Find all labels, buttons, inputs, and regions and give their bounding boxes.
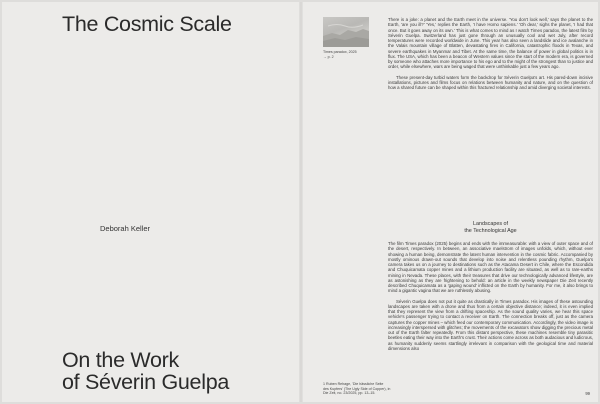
- footnote-line-2: des Kupfers' (The Ugly Side of Copper), in: [323, 386, 391, 391]
- essay-title-bottom: [62, 349, 229, 393]
- subheading-line-2: the Technological Age: [464, 227, 517, 234]
- footnote: [323, 382, 391, 396]
- subheading-line-1: Landscapes of: [472, 221, 509, 227]
- author-name: Deborah Keller: [100, 224, 151, 233]
- second-paragraph: These present-day turbid waters form the backdrop for Séverin Guelpa's art. His pared-down incisive installations, pictures and films focus on relations between humanity and nature, and on the question of how a shared future can be shaped within this fractured relationship and amid diverging societal interests.: [388, 74, 593, 91]
- intro-paragraph: There is a joke: a planet and the Earth meet in the universe. 'You don't look well,' says the planet to the Earth, 'are you ill?' 'Yes,' replies the Earth, 'I have Homo sapiens.' 'Oh dear,' sighs the planet, 'I had that once. But it goes away on its own.' This is what comes to mind as I watch Times paradox, the latest film by Séverin Guelpa. Switzerland has just gone through an unusually cool and wet July, after record temperatures were recorded worldwide in June. This year has also seen a landslide and ice avalanche in the Valais mountain village of Blatten, devastating fires in California, catastrophic floods in Texas, and severe earthquakes in Myanmar and Tibet. At the same time, the balance of power in global politics is in flux. The USA, which has been a beacon of Western values since the start of the modern era, is governed by someone who attaches more importance to his ego and to the might of the strongest than to justice and order, while elsewhere, wars are being waged that were unthinkable just a few years ago.: [388, 17, 593, 70]
- essay-title-top: The Cosmic Scale: [62, 12, 232, 36]
- footnote-line-3: Die Zeit, no. 23/2025, pp. 13–15.: [323, 391, 376, 396]
- section-subheading: [388, 221, 593, 234]
- intro-text-column: [388, 17, 593, 96]
- image-caption-ref: → p. 2: [323, 54, 334, 59]
- book-spread: [2, 2, 598, 402]
- title-bottom-line-2: of Séverin Guelpa: [62, 370, 230, 394]
- title-bottom-line-1: On the Work: [62, 348, 179, 372]
- left-page: [2, 2, 299, 402]
- body-text-column: [388, 241, 593, 356]
- footnote-line-1: 1 Ruben Rehage, 'Die hässliche Seite: [323, 382, 384, 386]
- film-still-thumbnail: [323, 17, 369, 47]
- page-number: 99: [585, 391, 590, 396]
- image-caption-title: Times paradox, 2025: [323, 50, 357, 54]
- right-page: [303, 2, 598, 402]
- body-paragraph-2: Séverin Guelpa does not put it quite as drastically in Times paradox. His images of these astounding landscapes are taken with a drone and thus from a certain objective distance; indeed, it is even implied that they represent the view from a drifting spaceship. As the sound quality varies, we hear this space vehicle's passenger trying to contact a receiver on Earth. The connection breaks off, just as the camera captures the copper mines – which feed our contemporary communication. Accordingly, the video image is increasingly interspersed with glitches; the movements of the excavators show digging the precious metal out of the Earth falter repeatedly. From this distant perspective, these machines resemble tiny parasitic beetles eating their way into the Earth's crust. Their actions come across as both audacious and ludicrous, as humanity suddenly seems startlingly irrelevant in comparison with the geological time and material dimensions also: [388, 298, 593, 351]
- body-paragraph: The film Times paradox (2025) begins and ends with the immeasurable: with a view of outer space and of the desert, respectively. In between, an associative maelstrom of images unfolds, which, without ever showing a human being, demonstrate the latent human intervention in the cosmic fabric. Accompanied by mostly ominous drawn-out sounds that develop into noise and relentless pounding rhythm, Guelpa's camera takes us on a journey to destinations such as the Atacama Desert in Chile, where the Escondida and Chuquicamata copper mines and a lithium production facility are situated, as well as to rare-earths mining in Nevada. These places, with their treasures that drive our technologically advanced lifestyle, are as astonishing as they are frightening to behold: an article in the weekly newspaper Die Zeit recently described Chuquicamata as a 'gaping wound' inflicted on the Earth by humanity. For me, it also brings to mind a gigantic vagina that we are ruthlessly abusing.: [388, 241, 593, 294]
- image-caption: [323, 50, 373, 59]
